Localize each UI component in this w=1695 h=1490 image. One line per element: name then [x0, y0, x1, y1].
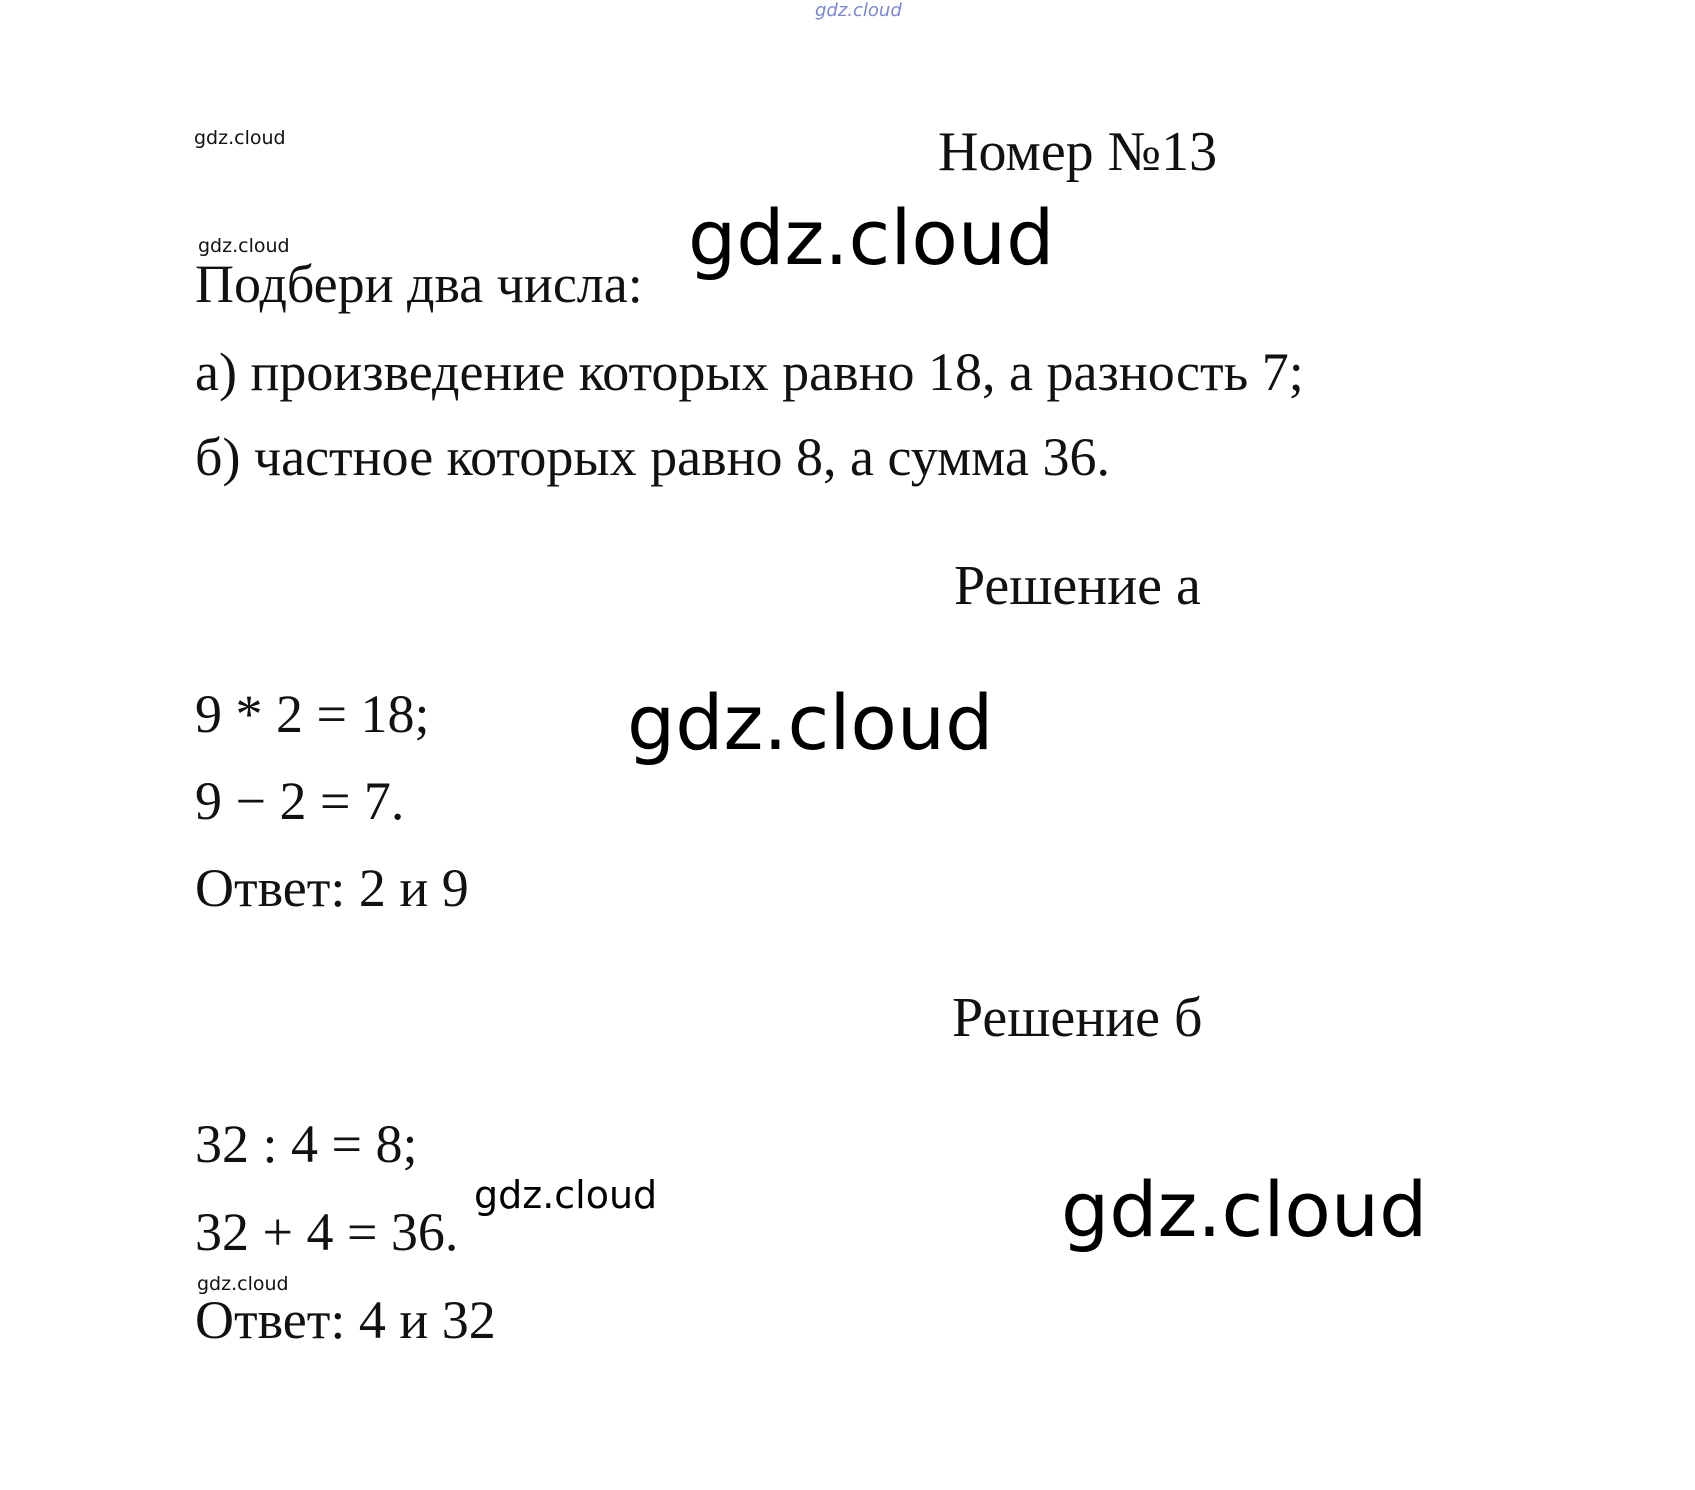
solution-b-line1: 32 : 4 = 8; — [195, 1114, 418, 1174]
watermark-large: gdz.cloud — [627, 678, 994, 767]
watermark-small: gdz.cloud — [198, 235, 290, 257]
solution-a-answer: Ответ: 2 и 9 — [195, 858, 469, 918]
watermark-large: gdz.cloud — [1061, 1165, 1428, 1254]
solution-a-heading: Решение а — [954, 555, 1201, 617]
task-title: Номер №13 — [938, 121, 1218, 183]
watermark-top: gdz.cloud — [815, 0, 902, 21]
solution-a-line2: 9 − 2 = 7. — [195, 771, 405, 831]
solution-b-line2: 32 + 4 = 36. — [195, 1202, 459, 1262]
task-part-a: а) произведение которых равно 18, а разность 7; — [195, 342, 1304, 402]
watermark-small: gdz.cloud — [194, 127, 286, 149]
watermark-large: gdz.cloud — [688, 193, 1055, 282]
solution-b-answer: Ответ: 4 и 32 — [195, 1290, 496, 1350]
task-prompt: Подбери два числа: — [195, 254, 643, 314]
task-part-b: б) частное которых равно 8, а сумма 36. — [195, 427, 1110, 487]
solution-a-line1: 9 * 2 = 18; — [195, 684, 430, 744]
solution-b-heading: Решение б — [952, 987, 1203, 1049]
watermark-medium: gdz.cloud — [474, 1173, 658, 1217]
watermark-small: gdz.cloud — [197, 1273, 289, 1295]
